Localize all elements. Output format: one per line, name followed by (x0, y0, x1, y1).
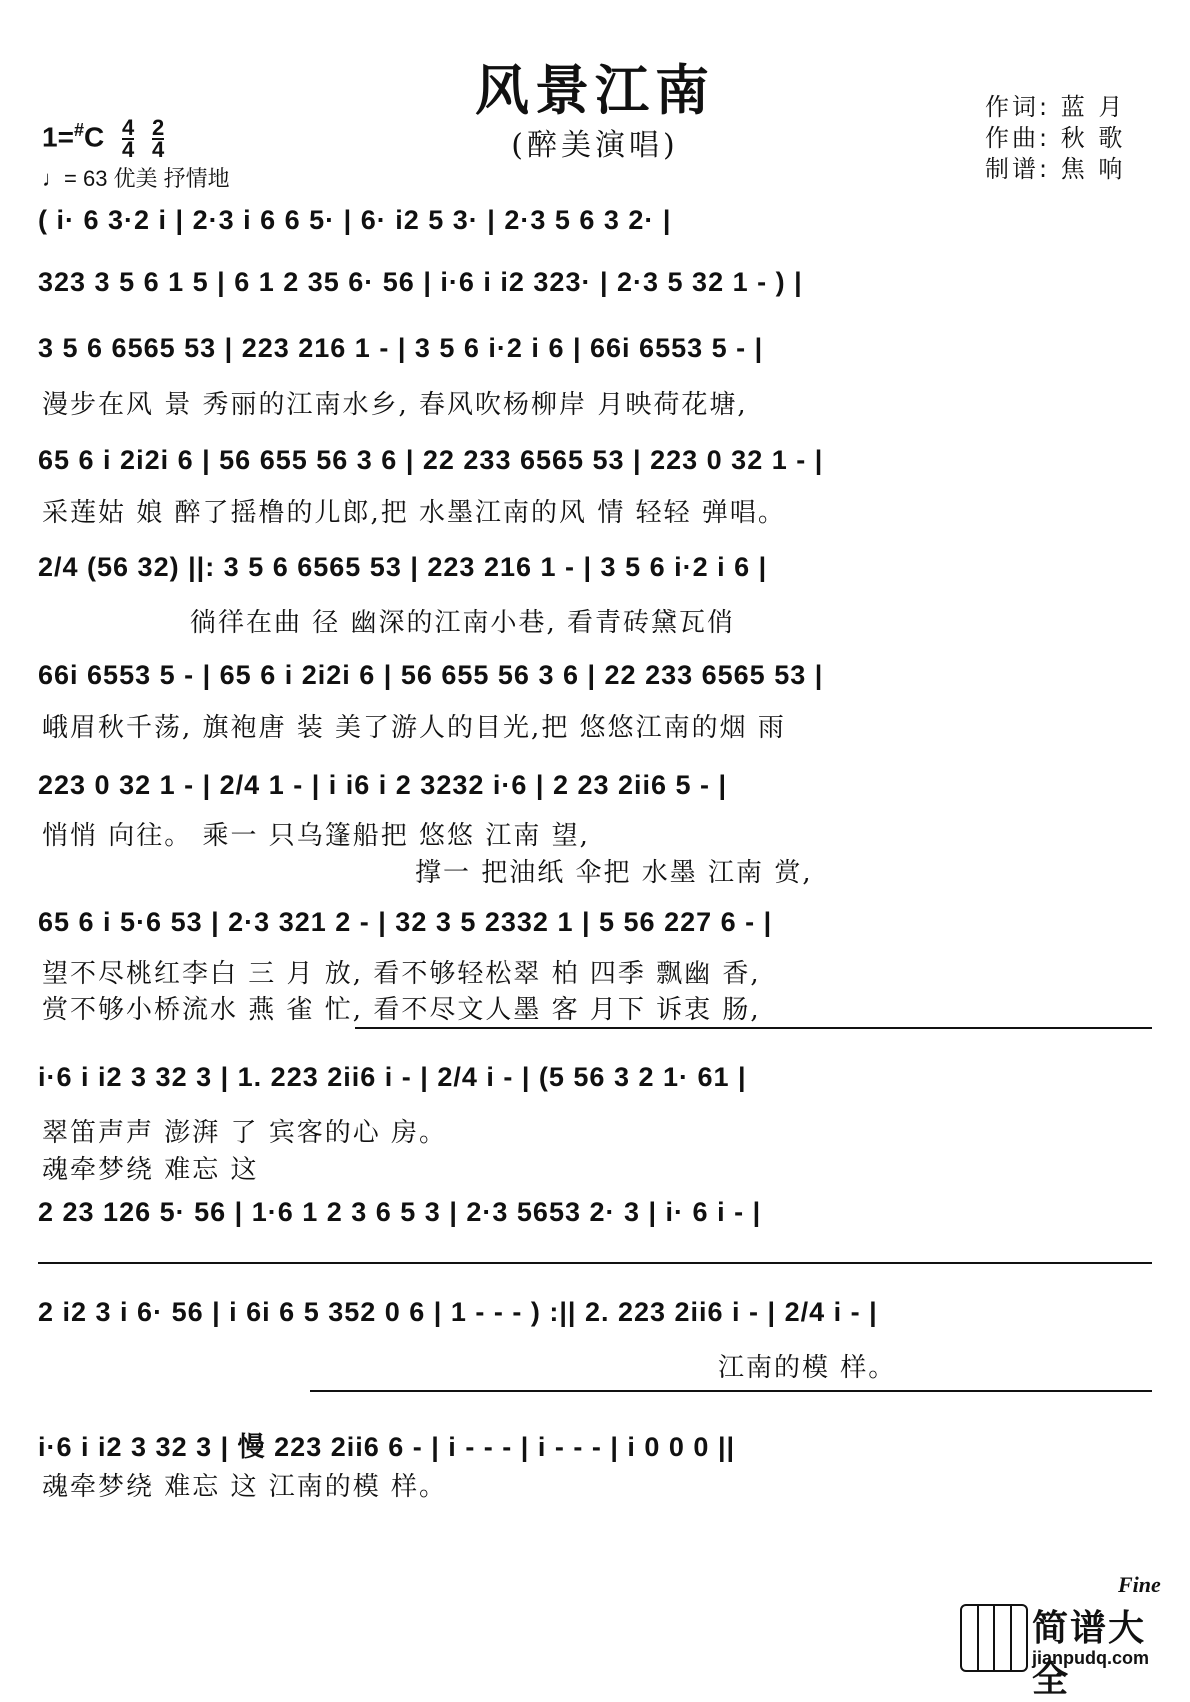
site-logo (960, 1600, 1160, 1700)
composer: 作曲: 秋 歌 (985, 124, 1126, 152)
key-label: 1= (42, 121, 74, 153)
lyric-line: 江南的模 样。 (718, 1353, 897, 1383)
lyric-line: 望不尽桃红李白 三 月 放, 看不够轻松翠 柏 四季 飘幽 香, (42, 959, 761, 989)
volta-bracket (355, 1027, 1152, 1029)
credits (985, 92, 1125, 185)
lyric-line: 悄悄 向往。 乘一 只乌篷船把 悠悠 江南 望, (42, 821, 590, 851)
score-line: 65 6 i 5·6 53 | 2·3 321 2 - | 32 3 5 2332 1 | 5 56 227 6 - | (38, 907, 773, 937)
time-signature-2-4: $\frac{2}{4}$ (152, 115, 165, 162)
score-line: 3 5 6 6565 53 | 223 216 1 - | 3 5 6 i·2 i 6 | 66i 6553 5 - | (38, 333, 764, 363)
score-line: 65 6 i 2i2i 6 | 56 655 56 3 6 | 22 233 6565 53 | 223 0 32 1 - | (38, 445, 824, 475)
volta-bracket (38, 1262, 1152, 1264)
piano-keys-icon (960, 1604, 1028, 1672)
sharp-sign: # (73, 120, 84, 141)
logo-url: jianpudq.com (1032, 1648, 1149, 1668)
score-line: 223 0 32 1 - | 2/4 1 - | i i6 i 2 3232 i·6 | 2 23 2ii6 5 - | (38, 770, 728, 800)
lyric-line: 徜徉在曲 径 幽深的江南小巷, 看青砖黛瓦俏 (190, 608, 736, 638)
score-line: 2/4 (56 32) ||: 3 5 6 6565 53 | 223 216 1 - | 3 5 6 i·2 i 6 | (38, 552, 768, 582)
tempo-marking: ♩= 63 优美 抒情地 (42, 166, 230, 191)
lyric-line: 魂牵梦绕 难忘 这 江南的模 样。 (42, 1472, 448, 1502)
lyricist: 作词: 蓝 月 (985, 93, 1126, 121)
lyric-line: 撑一 把油纸 伞把 水墨 江南 赏, (415, 858, 813, 888)
lyric-line: 峨眉秋千荡, 旗袍唐 装 美了游人的目光,把 悠悠江南的烟 雨 (42, 713, 786, 743)
score-line: 323 3 5 6 1 5 | 6 1 2 35 6· 56 | i·6 i i2 323· | 2·3 5 32 1 - ) | (38, 267, 803, 297)
score-line: 66i 6553 5 - | 65 6 i 2i2i 6 | 56 655 56 3 6 | 22 233 6565 53 | (38, 660, 824, 690)
lyric-line: 赏不够小桥流水 燕 雀 忙, 看不尽文人墨 客 月下 诉衷 肠, (42, 995, 761, 1025)
key-note: C (83, 121, 105, 153)
logo-text: 简谱大全 (1032, 1608, 1147, 1700)
lyric-line: 魂牵梦绕 难忘 这 (42, 1155, 259, 1185)
volta-bracket (310, 1390, 1152, 1392)
transcriber: 制谱: 焦 响 (985, 155, 1126, 183)
song-subtitle: (醉美演唱) (511, 128, 679, 163)
score-line: ( i· 6 3·2 i | 2·3 i 6 6 5· | 6· i2 5 3· | 2·3 5 6 3 2· | (38, 205, 672, 235)
time-signature-4-4: $\frac{4}{4}$ (121, 115, 135, 162)
score-line: i·6 i i2 3 32 3 | 1. 223 2ii6 i - | 2/4 i - | (5 56 3 2 1· 61 | (38, 1062, 747, 1092)
lyric-line: 采莲姑 娘 醉了摇橹的儿郎,把 水墨江南的风 情 轻轻 弹唱。 (42, 498, 786, 528)
score-line: i·6 i i2 3 32 3 | 慢 223 2ii6 6 - | i - - - | i - - - | i 0 0 0 || (38, 1432, 736, 1462)
key-signature (42, 115, 165, 162)
lyric-line: 漫步在风 景 秀丽的江南水乡, 春风吹杨柳岸 月映荷花塘, (42, 390, 748, 420)
score-line: 2 23 126 5· 56 | 1·6 1 2 3 6 5 3 | 2·3 5653 2· 3 | i· 6 i - | (38, 1197, 762, 1227)
score-line: 2 i2 3 i 6· 56 | i 6i 6 5 352 0 6 | 1 - - - ) :|| 2. 223 2ii6 i - | 2/4 i - | (38, 1297, 878, 1327)
lyric-line: 翠笛声声 澎湃 了 宾客的心 房。 (42, 1118, 448, 1148)
song-title: 风景江南 (475, 58, 715, 122)
fine-marking: Fine (1118, 1572, 1161, 1597)
